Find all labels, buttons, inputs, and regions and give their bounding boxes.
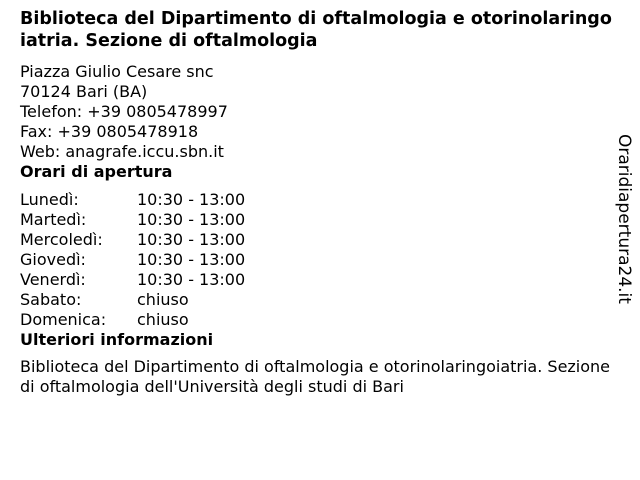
day-label: Lunedì: <box>20 190 79 209</box>
info-text: Biblioteca del Dipartimento di oftalmologia e otorinolaringoiatria. Sezione di oftalmologia dell'Università degli studi di Bari <box>20 357 611 396</box>
hours-row <box>20 250 616 270</box>
phone-number: Telefon: +39 0805478997 <box>20 102 228 121</box>
day-label: Domenica: <box>20 310 107 329</box>
time-value: 10:30 - 13:00 <box>137 250 246 269</box>
hours-heading: Orari di apertura <box>20 162 173 181</box>
time-value: 10:30 - 13:00 <box>137 270 246 289</box>
time-value: 10:30 - 13:00 <box>137 230 246 249</box>
day-label: Mercoledì: <box>20 230 103 249</box>
page-title: Biblioteca del Dipartimento di oftalmologia e otorinolaringoiatria. Sezione di oftalmologia <box>20 9 612 51</box>
time-value: 10:30 - 13:00 <box>137 210 246 229</box>
hours-row <box>20 230 616 250</box>
address-city: 70124 Bari (BA) <box>20 82 148 101</box>
day-label: Sabato: <box>20 290 82 309</box>
hours-row <box>20 270 616 290</box>
hours-row <box>20 210 616 230</box>
info-heading: Ulteriori informazioni <box>20 330 214 349</box>
address-block <box>20 62 616 162</box>
site-watermark: Oraridiapertura24.it <box>614 134 634 304</box>
hours-row <box>20 310 616 330</box>
day-label: Martedì: <box>20 210 87 229</box>
address-street: Piazza Giulio Cesare snc <box>20 62 214 81</box>
website: Web: anagrafe.iccu.sbn.it <box>20 142 224 161</box>
hours-row <box>20 290 616 310</box>
day-label: Venerdì: <box>20 270 86 289</box>
hours-table <box>20 190 616 330</box>
time-value: chiuso <box>137 310 189 329</box>
page-content <box>20 8 616 397</box>
hours-row <box>20 190 616 210</box>
fax-number: Fax: +39 0805478918 <box>20 122 199 141</box>
time-value: 10:30 - 13:00 <box>137 190 246 209</box>
day-label: Giovedì: <box>20 250 86 269</box>
time-value: chiuso <box>137 290 189 309</box>
